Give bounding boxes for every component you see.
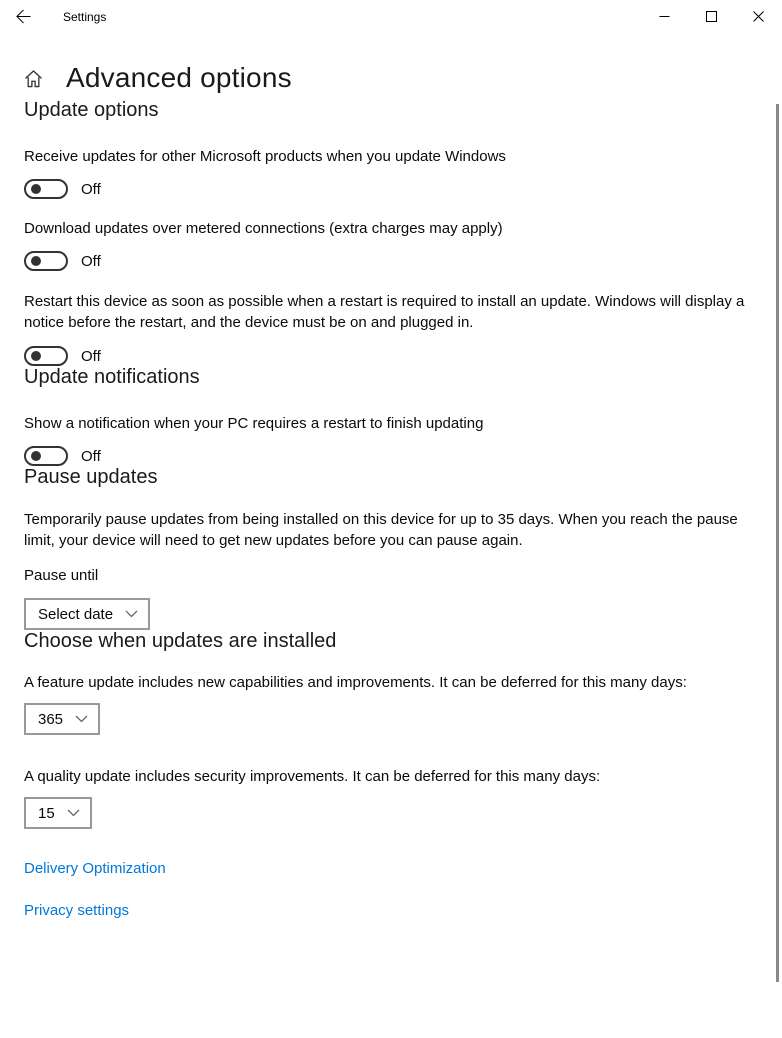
toggle-knob: [31, 451, 41, 461]
toggle-receive-updates[interactable]: [24, 179, 68, 199]
privacy-settings-link[interactable]: Privacy settings: [24, 902, 130, 919]
quality-deferral-value: 15: [38, 804, 55, 822]
minimize-button[interactable]: [641, 0, 688, 33]
quality-update-label: A quality update includes security improvements. It can be deferred for this many days:: [24, 768, 601, 785]
window-title: Settings: [63, 9, 107, 24]
section-heading-pause-updates: Pause updates: [24, 466, 158, 488]
toggle-knob: [31, 256, 41, 266]
chevron-down-icon: [75, 715, 88, 723]
maximize-button[interactable]: [688, 0, 735, 33]
toggle-restart-device[interactable]: [24, 346, 68, 366]
setting-label-restart-device: Restart this device as soon as possible when a restart is required to install an update. Windows will display a notice before the restart, and the device must be on and plugged in.: [24, 293, 745, 331]
page-title: Advanced options: [66, 62, 292, 93]
toggle-state-restart-notification: Off: [81, 447, 101, 465]
back-button[interactable]: [0, 0, 46, 33]
maximize-icon: [706, 11, 717, 22]
pause-until-label: Pause until: [24, 567, 99, 584]
section-heading-update-notifications: Update notifications: [24, 366, 200, 388]
pause-until-select[interactable]: [24, 598, 150, 630]
toggle-row-receive-updates: [24, 179, 758, 199]
feature-deferral-value: 365: [38, 710, 64, 728]
close-button[interactable]: [735, 0, 782, 33]
caption-buttons: [641, 0, 782, 33]
toggle-knob: [31, 351, 41, 361]
toggle-state-metered-connections: Off: [81, 252, 101, 270]
section-heading-choose-when: Choose when updates are installed: [24, 630, 337, 652]
toggle-row-restart-notification: [24, 446, 758, 466]
quality-deferral-select[interactable]: [24, 797, 92, 829]
toggle-state-restart-device: Off: [81, 347, 101, 365]
toggle-row-metered-connections: [24, 251, 758, 271]
feature-deferral-select[interactable]: [24, 703, 100, 735]
toggle-metered-connections[interactable]: [24, 251, 68, 271]
pause-until-value: Select date: [38, 605, 114, 623]
minimize-icon: [659, 11, 670, 22]
delivery-optimization-link[interactable]: Delivery Optimization: [24, 860, 166, 877]
feature-update-label: A feature update includes new capabilities and improvements. It can be deferred for this many days:: [24, 674, 687, 691]
setting-label-receive-updates: Receive updates for other Microsoft products when you update Windows: [24, 148, 506, 165]
back-icon: [16, 9, 31, 24]
chevron-down-icon: [67, 809, 80, 817]
scrollbar[interactable]: [776, 104, 779, 982]
toggle-state-receive-updates: Off: [81, 180, 101, 198]
toggle-row-restart-device: [24, 346, 758, 366]
close-icon: [753, 11, 764, 22]
section-heading-update-options: Update options: [24, 99, 159, 121]
chevron-down-icon: [125, 610, 138, 618]
toggle-restart-notification[interactable]: [24, 446, 68, 466]
page-header: [24, 57, 758, 99]
home-icon: [24, 68, 43, 89]
setting-label-restart-notification: Show a notification when your PC requires a restart to finish updating: [24, 415, 484, 432]
pause-updates-description: Temporarily pause updates from being installed on this device for up to 35 days. When you reach the pause limit, your device will need to get new updates before you can pause again.: [24, 511, 738, 549]
toggle-knob: [31, 184, 41, 194]
setting-label-metered-connections: Download updates over metered connections (extra charges may apply): [24, 220, 503, 237]
titlebar: [0, 0, 782, 33]
